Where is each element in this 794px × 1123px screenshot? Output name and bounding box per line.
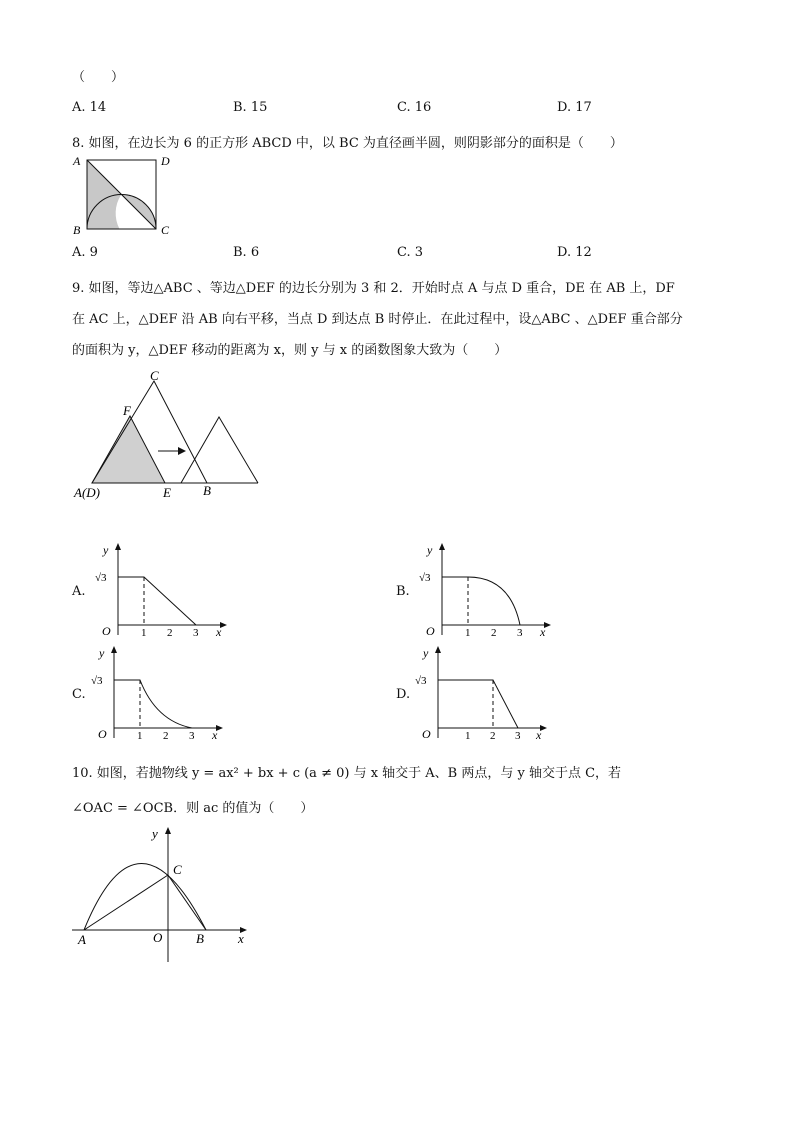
q7-answer-paren: （ ） [72, 70, 125, 85]
svg-text:y: y [427, 543, 433, 557]
q9-triangle-moved [181, 417, 258, 483]
q10-text-line1: 10. 如图，若抛物线 y = ax² + bx + c (a ≠ 0) 与 x 轴交于 A、B 两点，与 y 轴交于点 C，若 [72, 766, 622, 781]
q8-option-a[interactable]: A. 9 [72, 245, 98, 260]
svg-text:x: x [536, 728, 542, 742]
svg-text:√3: √3 [419, 572, 431, 584]
q9-label-e: E [163, 485, 171, 500]
svg-text:1: 1 [141, 627, 147, 639]
q9-option-d[interactable]: D. [396, 687, 411, 702]
q7-option-c[interactable]: C. 16 [397, 100, 432, 115]
q7-option-a[interactable]: A. 14 [72, 100, 107, 115]
q8-label-d: D [161, 154, 170, 168]
q7-option-d[interactable]: D. 17 [557, 100, 592, 115]
svg-text:O: O [98, 727, 107, 741]
q8-option-b[interactable]: B. 6 [233, 245, 260, 260]
q9-graph-d[interactable] [410, 643, 560, 743]
svg-text:3: 3 [517, 627, 523, 639]
q9-graph-b[interactable] [414, 540, 564, 640]
svg-text:1: 1 [465, 627, 471, 639]
q9-label-c: C [150, 368, 159, 383]
svg-text:O: O [102, 624, 111, 638]
svg-text:2: 2 [490, 730, 496, 742]
q10-label-b: B [196, 931, 204, 946]
q9-label-b: B [203, 483, 211, 498]
svg-text:√3: √3 [95, 572, 107, 584]
q9-option-c[interactable]: C. [72, 687, 86, 702]
q9-graph-a[interactable] [90, 540, 240, 640]
q9-graph-c[interactable] [86, 643, 236, 743]
svg-text:3: 3 [515, 730, 521, 742]
q8-label-a: A [73, 154, 81, 168]
q10-parabola [84, 864, 206, 931]
q9-triangle-def [92, 416, 165, 483]
q7-option-b[interactable]: B. 15 [233, 100, 268, 115]
q10-label-o: O [153, 930, 163, 945]
q9-text-line1: 9. 如图，等边△ABC 、等边△DEF 的边长分别为 3 和 2．开始时点 A 与点 D 重合，DE 在 AB 上，DF [72, 281, 675, 296]
q10-label-c: C [173, 862, 182, 877]
svg-text:1: 1 [465, 730, 471, 742]
svg-text:O: O [422, 727, 431, 741]
svg-text:x: x [540, 625, 546, 639]
q8-figure [70, 152, 180, 242]
q10-figure [70, 822, 260, 967]
svg-text:2: 2 [167, 627, 173, 639]
q9-text-line3: 的面积为 y，△DEF 移动的距离为 x，则 y 与 x 的函数图象大致为（ ） [72, 343, 508, 358]
q8-question-text: 8. 如图，在边长为 6 的正方形 ABCD 中，以 BC 为直径画半圆，则阴影部分的面积是（ ） [72, 136, 623, 151]
svg-text:3: 3 [193, 627, 199, 639]
q8-option-c[interactable]: C. 3 [397, 245, 424, 260]
svg-text:1: 1 [137, 730, 143, 742]
q9-text-line2: 在 AC 上，△DEF 沿 AB 向右平移，当点 D 到达点 B 时停止．在此过程中，设△ABC 、△DEF 重合部分 [72, 312, 683, 327]
q9-option-b[interactable]: B. [396, 584, 410, 599]
svg-text:√3: √3 [91, 675, 103, 687]
q10-label-y: y [152, 826, 158, 841]
q9-label-f: F [123, 403, 131, 418]
q10-label-x: x [238, 931, 244, 946]
q8-option-d[interactable]: D. 12 [557, 245, 592, 260]
q9-label-ad: A(D) [74, 485, 100, 500]
q8-label-b: B [73, 223, 81, 237]
q9-figure [70, 365, 270, 505]
svg-text:x: x [216, 625, 222, 639]
svg-text:O: O [426, 624, 435, 638]
svg-text:2: 2 [163, 730, 169, 742]
q10-segment-cb [168, 875, 206, 930]
q10-text-line2: ∠OAC = ∠OCB．则 ac 的值为（ ） [72, 801, 314, 816]
q10-label-a: A [78, 932, 86, 947]
q9-option-a[interactable]: A. [72, 584, 86, 599]
svg-text:3: 3 [189, 730, 195, 742]
svg-text:√3: √3 [415, 675, 427, 687]
svg-text:y: y [99, 646, 105, 660]
svg-text:x: x [212, 728, 218, 742]
svg-text:y: y [103, 543, 109, 557]
svg-text:2: 2 [491, 627, 497, 639]
svg-text:y: y [423, 646, 429, 660]
q8-label-c: C [161, 223, 170, 237]
